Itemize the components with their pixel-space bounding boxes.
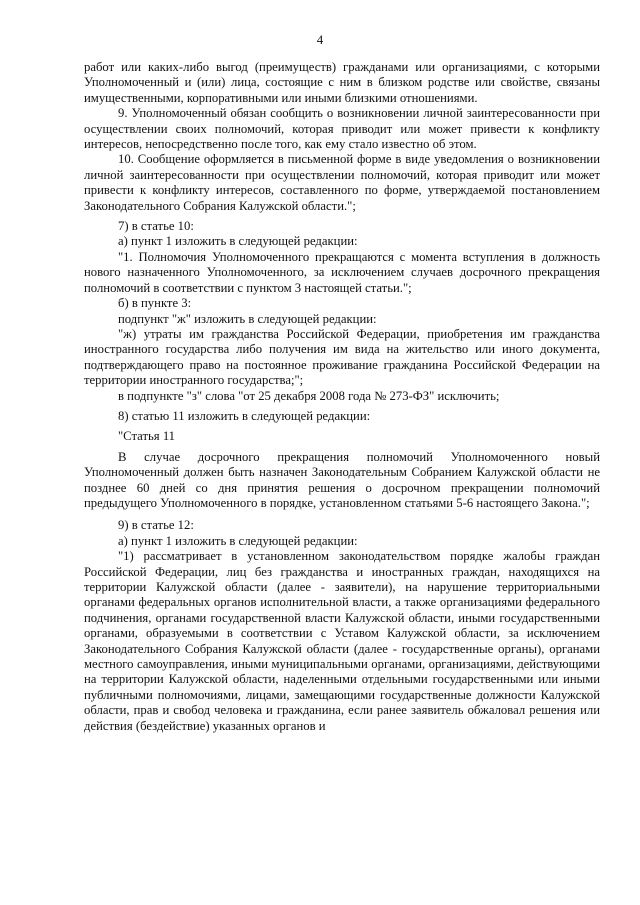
paragraph: а) пункт 1 изложить в следующей редакции: [118, 533, 358, 548]
paragraph: а) пункт 1 изложить в следующей редакции: [118, 234, 358, 249]
document-body [84, 60, 600, 734]
paragraph: 9) в статье 12: [118, 518, 194, 533]
paragraph: 10. Сообщение оформляется в письменной форме в виде уведомления о возникновении личной заинтересованности при осуществлении полномочий, которая приводит или может привести к конфликту интересов, составленного по форме, утверждаемой постановлением Законодательного Собрания Калужской области."; [84, 152, 600, 213]
paragraph: В случае досрочного прекращения полномочий Уполномоченного новый Уполномоченный должен быть назначен Законодательным Собранием Калужской области не позднее 60 дней со дня принятия решения о досрочном прекращении полномочий предыдущего Уполномоченного в порядке, установленном статьями 5-6 настоящего Закона."; [84, 449, 600, 510]
paragraph: 9. Уполномоченный обязан сообщить о возникновении личной заинтересованности при осуществлении своих полномочий, которая приводит или может привести к конфликту интересов, непосредственно после того, как ему стало известно об этом. [84, 106, 600, 152]
page-number: 4 [316, 32, 324, 47]
paragraph: "1) рассматривает в установленном законодательством порядке жалобы граждан Российской Федерации, лиц без гражданства и иностранных граждан, находящихся на территории Калужской области (далее - заявители), на нарушение территориальными органами федеральных органов исполнительной власти, а также организациями федерального подчинения, органами государственной власти Калужской области, иными государственными органами, образуемыми в соответствии с Уставом Калужской области, за исключением Законодательного Собрания Калужской области (далее - государственные органы), органами местного самоуправления, иными муниципальными органами, организациями, действующими на территории Калужской области, наделенными отдельными государственными или иными публичными полномочиями, лицами, замещающими государственные должности Калужской области, прав и свобод человека и гражданина, если ранее заявитель обжаловал решения или действия (бездействие) указанных органов и [84, 549, 600, 733]
paragraph: в подпункте "з" слова "от 25 декабря 2008 года № 273-ФЗ" исключить; [118, 388, 500, 403]
paragraph: "ж) утраты им гражданства Российской Федерации, приобретения им гражданства иностранного государства либо получения им вида на жительство или иного документа, подтверждающего право на постоянное проживание гражданина Российской Федерации на территории иностранного государства;"; [84, 326, 600, 388]
paragraph: подпункт "ж" изложить в следующей редакции: [118, 311, 377, 326]
article-heading: "Статья 11 [118, 429, 176, 444]
paragraph: работ или каких-либо выгод (преимуществ) гражданами или организациями, с которыми Уполномоченный и (или) лица, состоящие с ним в близком родстве или свойстве, связаны имущественными, корпоративными или иными близкими отношениями. [84, 60, 600, 105]
paragraph: "1. Полномочия Уполномоченного прекращаются с момента вступления в должность нового назначенного Уполномоченного, за исключением случаев досрочного прекращения полномочий в соответствии с пунктом 3 настоящей статьи."; [84, 249, 600, 295]
paragraph: 7) в статье 10: [118, 219, 194, 234]
paragraph: б) в пункте 3: [118, 296, 192, 311]
paragraph: 8) статью 11 изложить в следующей редакции: [118, 408, 371, 423]
